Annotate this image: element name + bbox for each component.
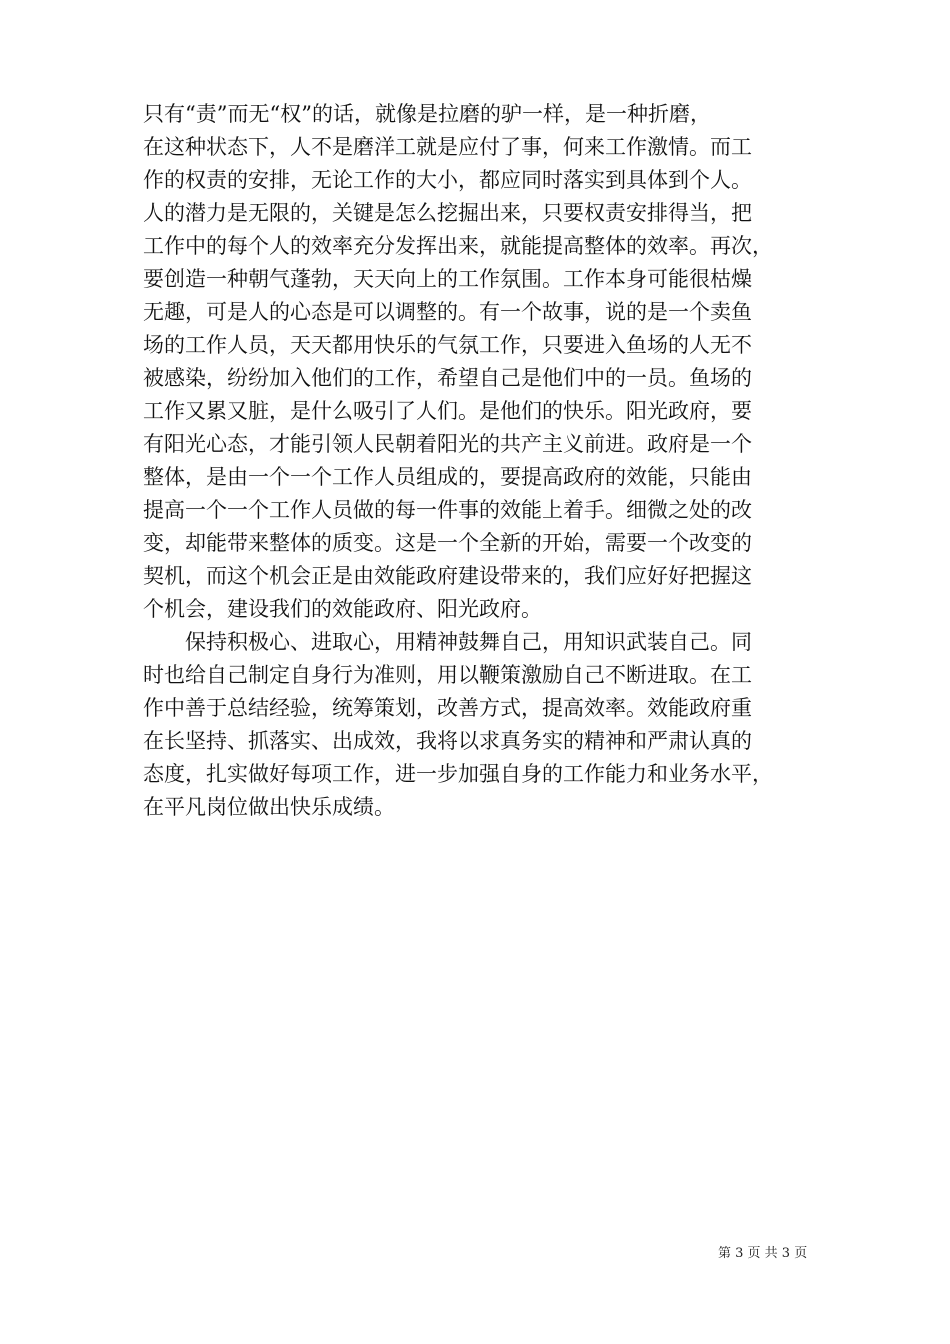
paragraph-1-line-13: 提高一个一个工作人员做的每一件事的效能上着手。细微之处的改 xyxy=(143,498,752,522)
paragraph-2-line-5: 态度，扎实做好每项工作，进一步加强自身的工作能力和业务水平， xyxy=(143,762,773,786)
paragraph-1-line-12: 整体，是由一个一个工作人员组成的，要提高政府的效能，只能由 xyxy=(143,465,752,489)
paragraph-2-line-6: 在平凡岗位做出快乐成绩。 xyxy=(143,795,395,819)
paragraph-2-line-3: 作中善于总结经验，统筹策划，改善方式，提高效率。效能政府重 xyxy=(143,696,752,720)
body-text xyxy=(143,98,815,824)
paragraph-1-line-4: 人的潜力是无限的，关键是怎么挖掘出来，只要权责安排得当，把 xyxy=(143,201,752,225)
paragraph-1-line-5: 工作中的每个人的效率充分发挥出来，就能提高整体的效率。再次， xyxy=(143,234,773,258)
paragraph-2-line-1: 保持积极心、进取心，用精神鼓舞自己，用知识武装自己。同 xyxy=(185,630,752,654)
paragraph-1-line-7: 无趣，可是人的心态是可以调整的。有一个故事，说的是一个卖鱼 xyxy=(143,300,752,324)
paragraph-1-line-1: 只有“责”而无“权”的话，就像是拉磨的驴一样，是一种折磨， xyxy=(143,102,711,126)
paragraph-1-line-15: 契机，而这个机会正是由效能政府建设带来的，我们应好好把握这 xyxy=(143,564,752,588)
paragraph-2-line-2: 时也给自己制定自身行为准则，用以鞭策激励自己不断进取。在工 xyxy=(143,663,752,687)
paragraph-1-line-9: 被感染，纷纷加入他们的工作，希望自己是他们中的一员。鱼场的 xyxy=(143,366,752,390)
paragraph-1-line-16: 个机会，建设我们的效能政府、阳光政府。 xyxy=(143,597,542,621)
paragraph-1-line-3: 作的权责的安排，无论工作的大小，都应同时落实到具体到个人。 xyxy=(143,168,752,192)
paragraph-1-line-10: 工作又累又脏，是什么吸引了人们。是他们的快乐。阳光政府，要 xyxy=(143,399,752,423)
paragraph-1-line-11: 有阳光心态，才能引领人民朝着阳光的共产主义前进。政府是一个 xyxy=(143,432,752,456)
page-number-footer: 第 3 页 共 3 页 xyxy=(718,1246,808,1261)
paragraph-1-line-6: 要创造一种朝气蓬勃，天天向上的工作氛围。工作本身可能很枯燥 xyxy=(143,267,752,291)
paragraph-1-line-2: 在这种状态下，人不是磨洋工就是应付了事，何来工作激情。而工 xyxy=(143,135,752,159)
paragraph-1-line-8: 场的工作人员，天天都用快乐的气氛工作，只要进入鱼场的人无不 xyxy=(143,333,752,357)
paragraph-2-line-4: 在长坚持、抓落实、出成效，我将以求真务实的精神和严肃认真的 xyxy=(143,729,752,753)
paragraph-1-line-14: 变，却能带来整体的质变。这是一个全新的开始，需要一个改变的 xyxy=(143,531,752,555)
